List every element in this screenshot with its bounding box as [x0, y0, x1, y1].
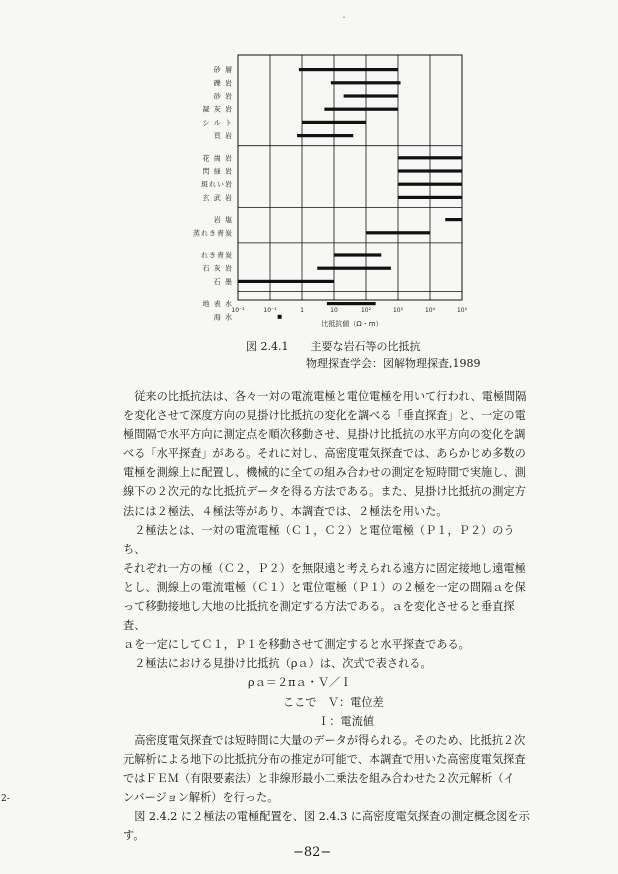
category-label: 礫 岩 [213, 79, 233, 88]
chart-grid [238, 55, 462, 300]
x-tick-label: 1 [300, 307, 304, 314]
range-bar [398, 156, 462, 159]
body-line: を変化させて深度方向の見掛け比抵抗の変化を調べる「垂直探査」と、一定の電 [123, 409, 526, 423]
range-bar [331, 81, 401, 84]
range-bar [297, 134, 353, 137]
range-bar [302, 121, 366, 124]
resistivity-chart [0, 0, 618, 340]
x-tick-label: 10⁻¹ [263, 307, 277, 314]
margin-mark: 2- [1, 794, 10, 804]
body-line: 高密度電気探査では短時間に大量のデータが得られる。そのため、比抵抗２次 [134, 733, 526, 747]
range-bar [344, 94, 398, 97]
body-line: ２極法とは、一対の電流電極（Ｃ１，Ｃ２）と電位電極（Ｐ１，Ｐ２）のうち、 [123, 523, 515, 556]
body-line: 電極を測線上に配置し、機械的に全ての組み合わせの測定を短時間で実施し、測 [123, 466, 526, 480]
body-line: ρａ＝２πａ・Ｖ／Ｉ [248, 676, 352, 690]
body-line: って移動接地し大地の比抵抗を測定する方法である。ａを変化させると垂直探査、 [123, 600, 515, 633]
body-line: 法には２極法、４極法等があり、本調査では、２極法を用いた。 [123, 504, 448, 518]
body-line: 従来の比抵抗法は、各々一対の電流電極と電位電極を用いて行われ、電極間隔 [134, 390, 527, 403]
category-label: 海 水 [213, 313, 233, 322]
category-label: 石 灰 岩 [202, 264, 233, 273]
chart-bars [238, 68, 462, 319]
page-number: −82− [293, 845, 332, 860]
category-label: 蒸れき青炭 [193, 229, 233, 238]
range-bar [398, 183, 462, 186]
chart-x-tick-labels [231, 307, 467, 314]
category-label: 砂 岩 [213, 92, 233, 101]
body-text [123, 387, 533, 845]
range-bar [317, 267, 391, 270]
category-label: 閃 緑 岩 [202, 167, 233, 176]
range-point [278, 315, 282, 319]
category-label: 花 崗 岩 [202, 154, 233, 163]
range-bar [299, 68, 398, 71]
range-bar [398, 196, 462, 199]
body-line: 元解析による地下の比抵抗分布の推定が可能で、本調査で用いた高密度電気探査 [123, 752, 526, 766]
body-line: ンバージョン解析）を行った。 [123, 790, 279, 804]
range-bar [327, 302, 376, 305]
body-line: ではＦＥＭ（有限要素法）と非線形最小二乗法を組み合わせた２次元解析（イ [123, 771, 515, 785]
category-label: 砂 層 [213, 66, 233, 75]
x-tick-label: 10⁴ [424, 307, 436, 314]
x-tick-label: 10⁻² [231, 307, 245, 314]
category-label: 石 墨 [213, 277, 233, 286]
category-label: シ ル ト [202, 118, 233, 127]
category-label: 斑れい岩 [201, 180, 233, 189]
body-line: 極間隔で水平方向に測定点を順次移動させ、見掛け比抵抗の水平方向の変化を調 [123, 428, 526, 442]
range-bar [334, 253, 381, 256]
range-bar [366, 231, 430, 234]
category-label: 凝 灰 岩 [202, 105, 233, 114]
body-line: Ｉ：電流値 [318, 714, 374, 728]
chart-category-labels [193, 65, 233, 321]
body-line: ２極法における見掛け比抵抗（ρａ）は、次式で表される。 [134, 657, 432, 671]
body-line: それぞれ一方の極（Ｃ２，Ｐ２）を無限遠と考えられる遠方に固定接地し遠電極 [123, 561, 526, 575]
range-bar [238, 280, 334, 283]
top-mark: ・ [340, 13, 348, 22]
figure-source: 物理探査学会：図解物理探査,1989 [306, 357, 481, 370]
body-line: 図 2.4.2 に２極法の電極配置を、図 2.4.3 に高密度電気探査の測定概念図を示す。 [123, 810, 530, 843]
range-bar [398, 169, 462, 172]
x-tick-label: 10³ [392, 307, 404, 314]
chart-frame [238, 55, 462, 300]
category-label: 岩 塩 [213, 216, 233, 225]
category-label: 玄 武 岩 [202, 193, 233, 202]
range-bar [324, 108, 398, 111]
figure-caption: 図 2.4.1 主要な岩石等の比抵抗 [246, 340, 421, 353]
x-tick-label: 10² [360, 307, 372, 314]
body-line: べる「水平探査」がある。それに対し、高密度電気探査では、あらかじめ多数の [123, 447, 526, 461]
category-label: 頁 岩 [213, 132, 233, 141]
range-bar [445, 218, 462, 221]
x-tick-label: 10 [330, 307, 338, 314]
body-line: ａを一定にしてＣ１，Ｐ１を移動させて測定すると水平探査である。 [123, 638, 470, 652]
category-label: 地 表 水 [202, 300, 233, 309]
x-axis-label: 比抵抗値（Ω・m） [321, 320, 383, 328]
category-label: れき青炭 [201, 251, 233, 260]
x-tick-label: 10⁵ [456, 307, 468, 314]
body-line: ここで Ｖ：電位差 [283, 695, 384, 709]
body-line: 線下の２次元的な比抵抗データを得る方法である。また、見掛け比抵抗の測定方 [123, 485, 526, 499]
body-line: とし、測線上の電流電極（Ｃ１）と電位電極（Ｐ１）の２極を一定の間隔ａを保 [123, 580, 526, 594]
